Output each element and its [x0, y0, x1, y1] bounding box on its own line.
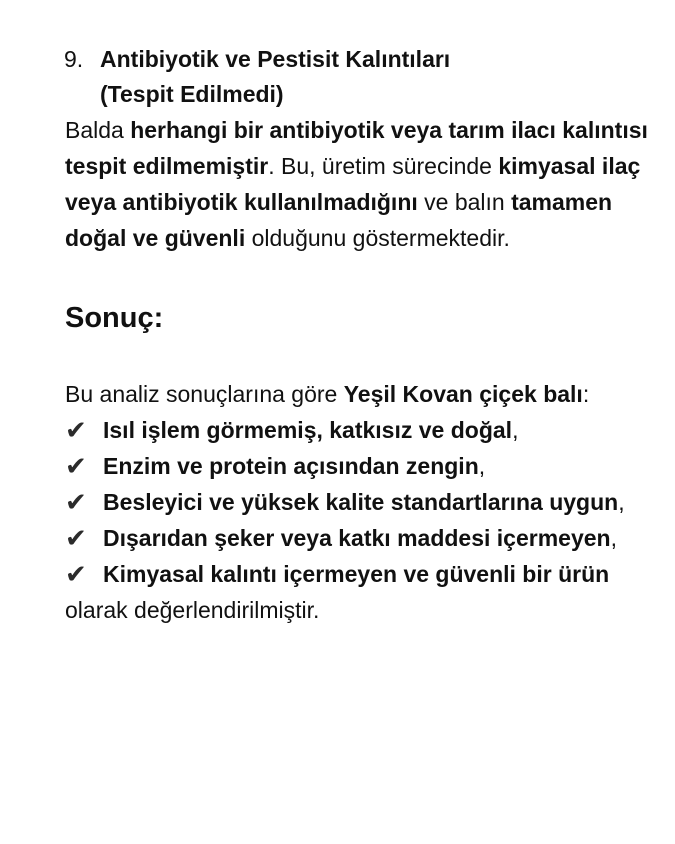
intro-text: :: [582, 381, 590, 407]
paragraph-text: . Bu, üretim sürecinde: [268, 153, 499, 179]
paragraph-bold: kimyasal ilaç veya antibiyotik kullanılmadığını: [65, 153, 641, 215]
check-mark-icon: ✔: [65, 559, 87, 589]
checklist-item-bold: Kimyasal kalıntı içermeyen ve güvenli bir ürün: [103, 561, 610, 587]
checklist-item: [65, 556, 665, 628]
intro-bold: Yeşil Kovan çiçek balı: [343, 381, 583, 407]
paragraph-bold: tamamen doğal ve güvenli: [65, 189, 613, 251]
checklist-item-tail: ,: [512, 417, 519, 443]
document-page: [65, 42, 665, 628]
check-mark-icon: ✔: [65, 487, 87, 517]
checklist-item: [65, 412, 665, 448]
checklist-item-bold: Besleyici ve yüksek kalite standartlarına uygun: [103, 489, 619, 515]
conclusion-heading: Sonuç:: [65, 302, 164, 334]
paragraph-text: olduğunu göstermektedir.: [245, 225, 510, 251]
checklist-item: [65, 520, 665, 556]
check-mark-icon: ✔: [65, 415, 87, 445]
check-mark-icon: ✔: [65, 451, 87, 481]
list-item-number: 9.: [64, 46, 84, 72]
list-item-title-line2: (Tespit Edilmedi): [100, 81, 284, 107]
conclusion-intro: [65, 376, 665, 412]
paragraph-text: Balda: [65, 117, 131, 143]
checklist-item-bold: Isıl işlem görmemiş, katkısız ve doğal: [103, 417, 513, 443]
list-item-heading: [64, 42, 665, 112]
checklist-item-tail: ,: [618, 489, 625, 515]
checklist-item-bold: Dışarıdan şeker veya katkı maddesi içermeyen: [103, 525, 611, 551]
checklist-item-bold: Enzim ve protein açısından zengin: [103, 453, 479, 479]
checklist-item-tail: ,: [610, 525, 617, 551]
list-item-title: [100, 42, 450, 112]
intro-text: Bu analiz sonuçlarına göre: [65, 381, 344, 407]
check-mark-icon: ✔: [65, 523, 87, 553]
paragraph-bold: herhangi bir antibiyotik veya tarım ilacı kalıntısı tespit edilmemiştir: [65, 117, 648, 179]
checklist-item: [65, 448, 665, 484]
checklist-item-tail: olarak değerlendirilmiştir.: [65, 597, 320, 623]
item-paragraph: [65, 112, 665, 256]
paragraph-text: ve balın: [417, 189, 512, 215]
checklist-item: [65, 484, 665, 520]
list-item-title-line1: Antibiyotik ve Pestisit Kalıntıları: [100, 46, 451, 72]
checklist-item-tail: ,: [478, 453, 486, 479]
